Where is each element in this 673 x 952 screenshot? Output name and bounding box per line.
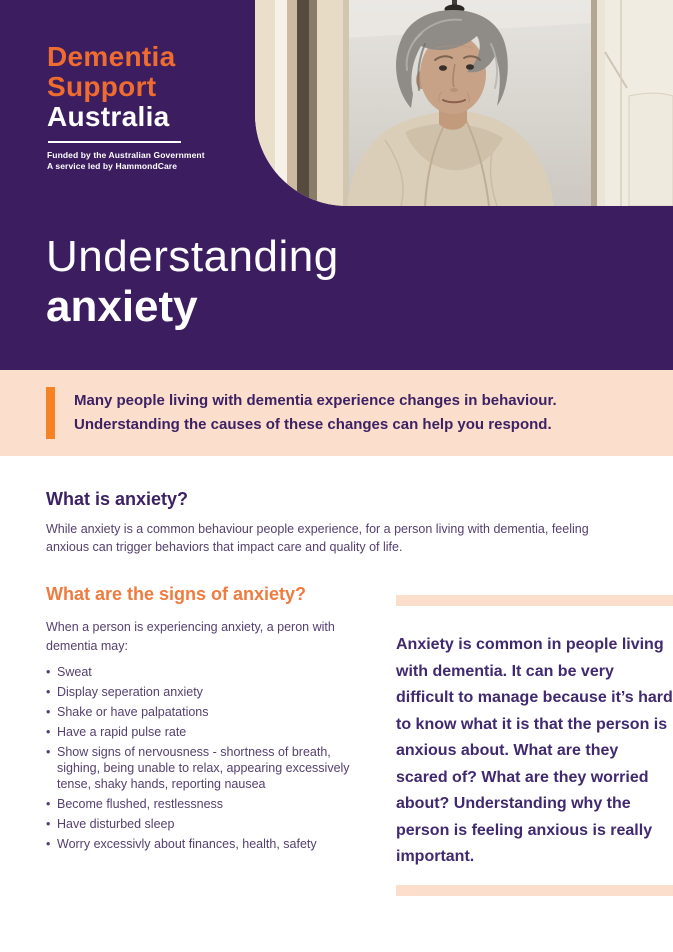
- intro-text: [74, 389, 557, 437]
- page-title: [46, 232, 339, 332]
- bullet-dot: •: [46, 725, 51, 739]
- signs-list: [46, 664, 350, 852]
- list-item: [46, 744, 350, 792]
- what-is-anxiety-body: While anxiety is a common behaviour people experience, for a person living with dementia, feeling anxious can trigger behaviors that impact care and quality of life.: [46, 522, 589, 554]
- list-item: [46, 796, 350, 812]
- list-item: [46, 704, 350, 720]
- list-item-text: Worry excessivly about finances, health, safety: [57, 837, 317, 851]
- list-item-text: Sweat: [57, 665, 92, 679]
- bullet-dot: •: [46, 797, 51, 811]
- brand-logo: [47, 42, 205, 171]
- orange-accent-bar: [46, 387, 55, 439]
- bullet-dot: •: [46, 745, 51, 759]
- bullet-dot: •: [46, 705, 51, 719]
- list-item-text: Show signs of nervousness - shortness of breath, sighing, being unable to relax, appearing excessively tense, shaky hands, reporting nausea: [57, 745, 350, 791]
- tagline-line-1: Funded by the Australian Government: [47, 150, 205, 160]
- list-item-text: Display seperation anxiety: [57, 685, 203, 699]
- signs-column: [46, 584, 350, 896]
- list-item-text: Become flushed, restlessness: [57, 797, 224, 811]
- bullet-dot: •: [46, 837, 51, 851]
- signs-heading: What are the signs of anxiety?: [46, 584, 307, 604]
- list-item: [46, 664, 350, 680]
- logo-word-australia: Australia: [47, 101, 170, 132]
- logo-word-support: Support: [47, 71, 157, 102]
- list-item: [46, 836, 350, 852]
- callout-text: Anxiety is common in people living with dementia. It can be very difficult to manage because it’s hard to know what it is that the person is anxious about. What are they scared of? What are they worried about? Understanding why the person is feeling anxious is really important.: [396, 636, 673, 865]
- what-is-anxiety-heading: What is anxiety?: [46, 489, 189, 509]
- list-item-text: Have a rapid pulse rate: [57, 725, 187, 739]
- callout-column: [396, 584, 673, 896]
- bullet-dot: •: [46, 685, 51, 699]
- header: [0, 0, 673, 370]
- list-item: [46, 816, 350, 832]
- list-item-text: Have disturbed sleep: [57, 817, 175, 831]
- list-item: [46, 684, 350, 700]
- intro-banner: [0, 370, 673, 456]
- list-item-text: Shake or have palpatations: [57, 705, 209, 719]
- two-column-section: [46, 584, 673, 896]
- callout-bottom-bar: [396, 885, 673, 896]
- callout-top-bar: [396, 595, 673, 606]
- page-title-line-2: anxiety: [46, 282, 198, 331]
- logo-divider: [48, 141, 181, 143]
- bullet-dot: •: [46, 817, 51, 831]
- logo-word-dementia: Dementia: [47, 41, 176, 72]
- tagline-line-2: A service led by HammondCare: [47, 160, 178, 171]
- intro-text-line-1: Many people living with dementia experience changes in behaviour.: [74, 392, 557, 409]
- logo-tagline: [47, 150, 205, 171]
- signs-intro: When a person is experiencing anxiety, a peron with dementia may:: [46, 620, 335, 653]
- main-content: [0, 489, 673, 896]
- page-title-line-1: Understanding: [46, 232, 339, 281]
- list-item: [46, 724, 350, 740]
- photo-elderly-woman: [255, 0, 673, 206]
- bullet-dot: •: [46, 665, 51, 679]
- intro-text-line-2: Understanding the causes of these changes can help you respond.: [74, 416, 552, 433]
